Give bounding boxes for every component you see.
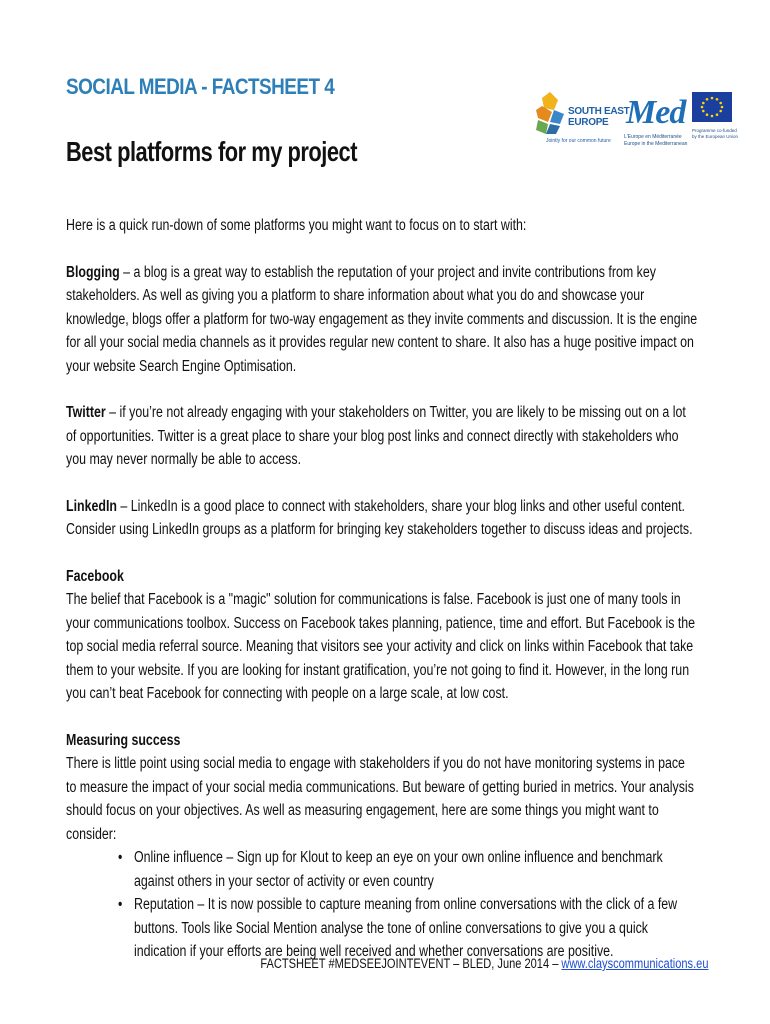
med-programme-logo (622, 92, 688, 154)
med-subtitle-fr: L'Europe en Méditerranée (624, 134, 682, 140)
twitter-label: Twitter (66, 404, 106, 421)
measuring-heading: Measuring success (66, 731, 181, 749)
bullet-icon: • (118, 896, 123, 913)
linkedin-label: LinkedIn (66, 497, 117, 515)
eu-caption-line2: by the European Union (692, 134, 739, 139)
footer-text: FACTSHEET #MEDSEEJOINTEVENT – BLED, June 2014 – (259, 956, 561, 971)
eu-flag-icon (692, 92, 732, 122)
facebook-paragraph: The belief that Facebook is a "magic" solution for communications is false. Facebook is just one of many tools in your communications toolbox. Success on Facebook takes planning, patience, time and effort. But Facebook is the top social media referral source. Meaning that visitors see your activity and click on links within Facebook that take them to your website. If you are looking for instant gratification, you’re not going to find it. However, in the long run you can’t beat Facebook for connecting with people on a large scale, at low cost. (66, 591, 696, 702)
see-tagline: Jointly for our common future (546, 138, 611, 144)
series-title: SOCIAL MEDIA - FACTSHEET 4 (66, 74, 335, 99)
factsheet-body (66, 214, 698, 964)
partner-logos (532, 88, 739, 158)
linkedin-text: – LinkedIn is a good place to connect with stakeholders, share your blog links and other useful content. Consider using LinkedIn groups as a platform for bringing key stakeholders together to discuss ideas and projects. (66, 497, 693, 538)
footer-website-link[interactable]: www.clayscommunications.eu (560, 956, 708, 971)
med-subtitle-en: Europe in the Mediterranean (624, 141, 688, 147)
see-text-line1: SOUTH EAST (568, 106, 630, 117)
med-wordmark: Med (626, 94, 686, 131)
list-item (118, 893, 698, 964)
measuring-paragraph: There is little point using social media to engage with stakeholders if you do not have monitoring systems in pace to measure the impact of your social media communications. But beware of getting buried in metrics. Your analysis should focus on your objectives. As well as measuring engagement, here are some things you might want to consider: (66, 755, 694, 843)
south-east-europe-emblem-icon (532, 88, 572, 138)
page-title: Best platforms for my project (66, 136, 358, 167)
intro-paragraph: Here is a quick run-down of some platforms you might want to focus on to start with: (66, 217, 527, 234)
twitter-text: – if you’re not already engaging with your stakeholders on Twitter, you are likely to be missing out on a lot of opportunities. Twitter is a great place to share your blog post links and connect directly with stakeholders who you may never normally be able to access. (66, 404, 686, 468)
list-item (118, 846, 698, 893)
blogging-label: Blogging (66, 263, 120, 281)
eu-caption-line1: Programme co-funded (692, 128, 737, 133)
list-item-text: Reputation – It is now possible to capture meaning from online conversations with the click of a few buttons. Tools like Social Mention analyse the tone of online conversations to give you a quick indication if your efforts are being well received and whether conversations are positive. (134, 896, 678, 960)
blogging-text: – a blog is a great way to establish the reputation of your project and invite contributions from key stakeholders. As well as giving you a platform to share information about what you do and showcase your knowledge, blogs offer a platform for two-way engagement as they invite comments and discussion. It is the engine for all your social media channels as it provides regular new content to share. It also has a huge positive impact on your website Search Engine Optimisation. (66, 263, 698, 375)
linkedin-paragraph (66, 495, 698, 542)
see-text-line2: EUROPE (568, 117, 609, 128)
south-east-europe-logo (532, 88, 630, 152)
blogging-paragraph (66, 261, 698, 379)
facebook-heading: Facebook (66, 567, 124, 585)
page-footer (260, 956, 708, 971)
measuring-list (66, 846, 698, 964)
twitter-paragraph (66, 401, 698, 472)
list-item-text: Online influence – Sign up for Klout to keep an eye on your own online influence and benchmark against others in your sector of activity or even country (134, 849, 663, 890)
bullet-icon: • (118, 849, 123, 866)
